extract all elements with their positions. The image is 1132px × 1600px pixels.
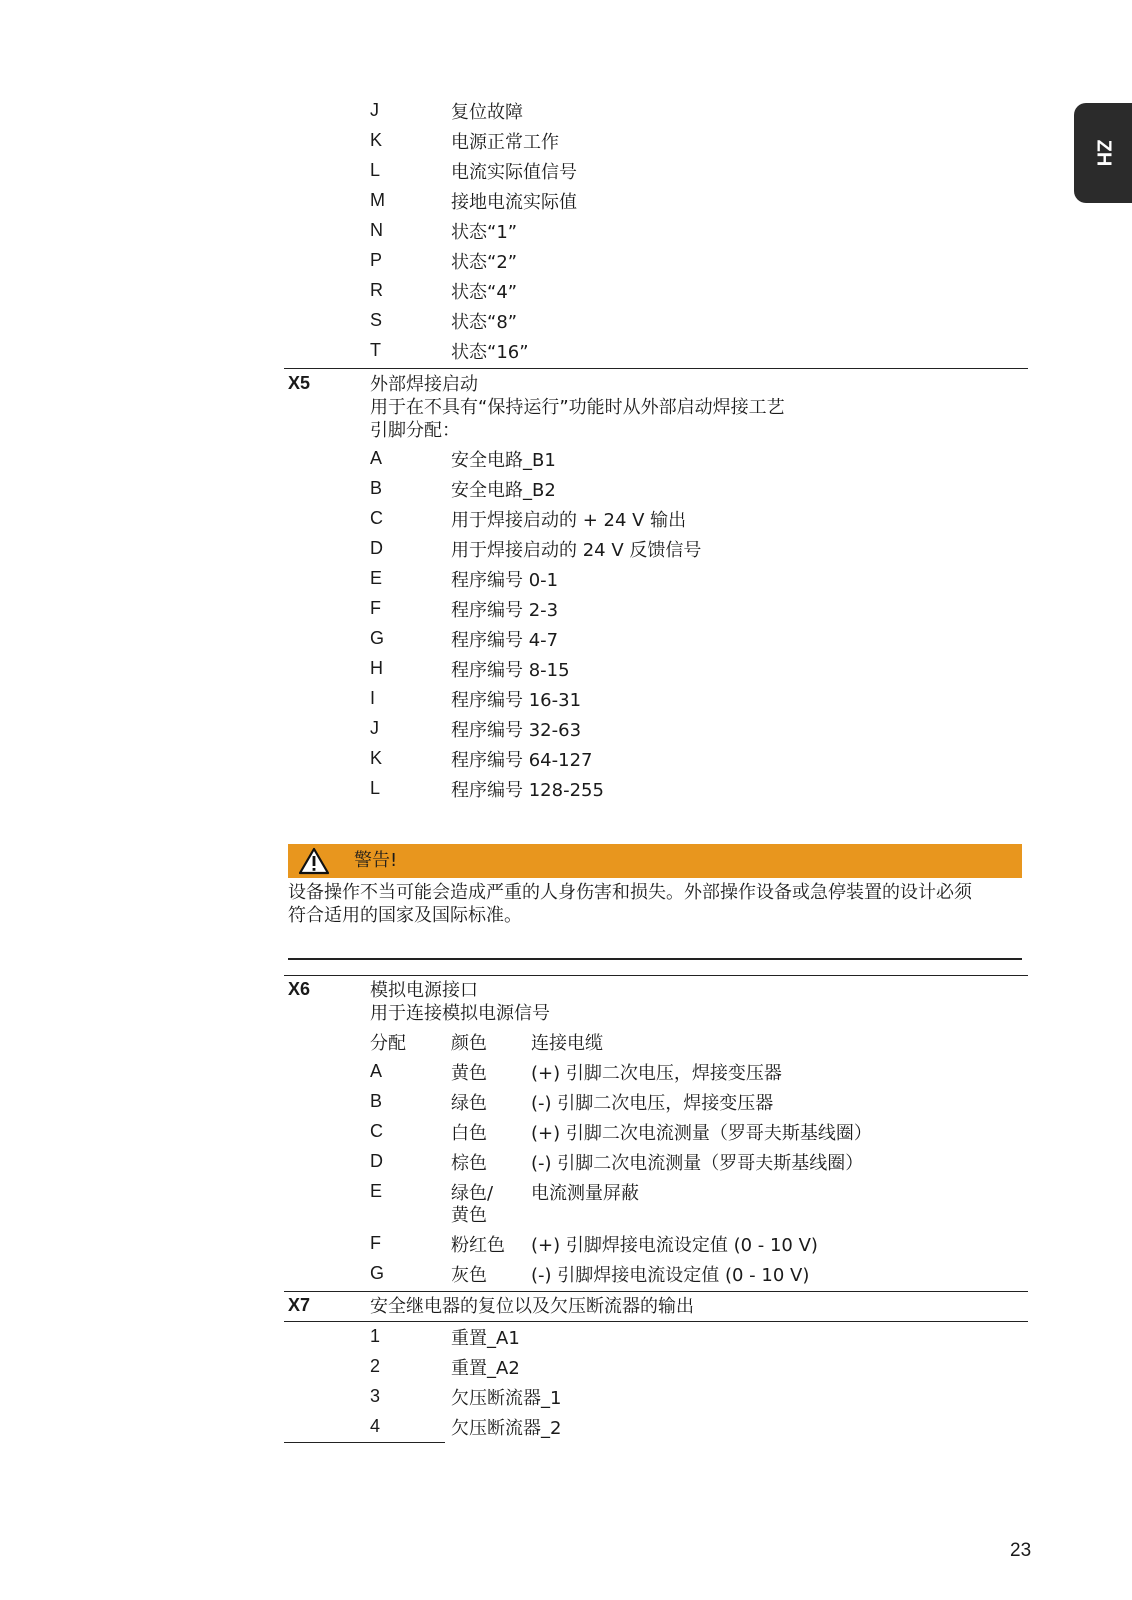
pin-desc: 状态“4” bbox=[451, 282, 518, 303]
section-title: 模拟电源接口 bbox=[370, 980, 478, 1001]
table-rule bbox=[284, 368, 1028, 369]
table-rule bbox=[284, 1321, 1028, 1322]
pin-desc: (-) 引脚二次电压，焊接变压器 bbox=[531, 1093, 774, 1114]
column-header: 颜色 bbox=[451, 1033, 487, 1054]
connector-id: X6 bbox=[288, 979, 311, 999]
pin-desc: (+) 引脚二次电流测量（罗哥夫斯基线圈） bbox=[531, 1123, 872, 1144]
language-tab-label: ZH bbox=[1092, 139, 1115, 167]
pin-desc: 电源正常工作 bbox=[451, 132, 559, 153]
pin-key: H bbox=[370, 658, 383, 678]
table-rule bbox=[284, 1291, 1028, 1292]
pin-desc: (+) 引脚焊接电流设定值 (0 - 10 V) bbox=[531, 1235, 818, 1256]
wire-color: 粉红色 bbox=[451, 1235, 505, 1256]
pin-key: J bbox=[370, 100, 379, 120]
pin-desc: 重置_A2 bbox=[451, 1358, 520, 1379]
pin-key: P bbox=[370, 250, 383, 270]
pin-key: B bbox=[370, 478, 383, 498]
pin-key: 4 bbox=[370, 1416, 381, 1436]
pin-assignment-label: 引脚分配： bbox=[370, 420, 460, 441]
pin-desc: 安全电路_B1 bbox=[451, 450, 556, 471]
pin-key: K bbox=[370, 748, 383, 768]
wire-color: 绿色/ bbox=[451, 1183, 494, 1204]
pin-key: F bbox=[370, 1233, 381, 1253]
pin-key: M bbox=[370, 190, 385, 210]
wire-color: 白色 bbox=[451, 1123, 487, 1144]
section-title: 外部焊接启动 bbox=[370, 374, 478, 395]
wire-color: 棕色 bbox=[451, 1153, 487, 1174]
pin-key: B bbox=[370, 1091, 383, 1111]
pin-key: C bbox=[370, 1121, 383, 1141]
pin-desc: 程序编号 64-127 bbox=[451, 750, 593, 771]
pin-desc: 程序编号 8-15 bbox=[451, 660, 570, 681]
pin-key: E bbox=[370, 1181, 383, 1201]
warning-triangle-icon bbox=[298, 847, 330, 875]
pin-key: L bbox=[370, 160, 381, 180]
column-header: 连接电缆 bbox=[531, 1033, 603, 1054]
pin-key: J bbox=[370, 718, 379, 738]
pin-desc: 用于焊接启动的 + 24 V 输出 bbox=[451, 510, 687, 531]
wire-color-second-line: 黄色 bbox=[451, 1205, 487, 1226]
pin-desc: 状态“16” bbox=[451, 342, 529, 363]
language-tab bbox=[1074, 103, 1132, 203]
warning-banner bbox=[288, 844, 1022, 878]
pin-key: S bbox=[370, 310, 383, 330]
wire-color: 黄色 bbox=[451, 1063, 487, 1084]
pin-key: N bbox=[370, 220, 383, 240]
pin-desc: 程序编号 4-7 bbox=[451, 630, 559, 651]
pin-desc: 程序编号 0-1 bbox=[451, 570, 559, 591]
pin-desc: 程序编号 16-31 bbox=[451, 690, 582, 711]
warning-heading: 警告! bbox=[354, 850, 398, 871]
pin-desc: 状态“2” bbox=[451, 252, 518, 273]
pin-desc: 接地电流实际值 bbox=[451, 192, 577, 213]
pin-key: K bbox=[370, 130, 383, 150]
wire-color: 绿色 bbox=[451, 1093, 487, 1114]
pin-key: E bbox=[370, 568, 383, 588]
pin-desc: 电流测量屏蔽 bbox=[531, 1183, 639, 1204]
pin-desc: 重置_A1 bbox=[451, 1328, 520, 1349]
pin-key: R bbox=[370, 280, 383, 300]
pin-desc: 状态“1” bbox=[451, 222, 518, 243]
warning-text-line: 设备操作不当可能会造成严重的人身伤害和损失。外部操作设备或急停装置的设计必须 bbox=[288, 882, 972, 903]
pin-key: C bbox=[370, 508, 383, 528]
pin-desc: 安全电路_B2 bbox=[451, 480, 556, 501]
column-header: 分配 bbox=[370, 1033, 406, 1054]
pin-desc: 状态“8” bbox=[451, 312, 518, 333]
section-title: 安全继电器的复位以及欠压断流器的输出 bbox=[370, 1296, 694, 1317]
pin-key: A bbox=[370, 1061, 383, 1081]
pin-key: 3 bbox=[370, 1386, 381, 1406]
pin-desc: 复位故障 bbox=[451, 102, 523, 123]
connector-id: X7 bbox=[288, 1295, 311, 1315]
pin-key: G bbox=[370, 628, 385, 648]
section-description: 用于在不具有“保持运行”功能时从外部启动焊接工艺 bbox=[370, 397, 785, 418]
warning-bottom-rule bbox=[288, 958, 1022, 960]
pin-key: 2 bbox=[370, 1356, 381, 1376]
pin-key: T bbox=[370, 340, 381, 360]
pin-key: 1 bbox=[370, 1326, 381, 1346]
pin-key: D bbox=[370, 538, 383, 558]
pin-desc: 欠压断流器_1 bbox=[451, 1388, 562, 1409]
pin-desc: 程序编号 128-255 bbox=[451, 780, 604, 801]
pin-desc: 电流实际值信号 bbox=[451, 162, 577, 183]
page-number: 23 bbox=[1010, 1540, 1032, 1561]
pin-key: A bbox=[370, 448, 383, 468]
pin-key: D bbox=[370, 1151, 383, 1171]
warning-text-line: 符合适用的国家及国际标准。 bbox=[288, 905, 522, 926]
pin-desc: 程序编号 2-3 bbox=[451, 600, 559, 621]
table-rule bbox=[284, 975, 1028, 976]
pin-desc: (-) 引脚焊接电流设定值 (0 - 10 V) bbox=[531, 1265, 810, 1286]
pin-key: G bbox=[370, 1263, 385, 1283]
pin-key: L bbox=[370, 778, 381, 798]
pin-desc: (-) 引脚二次电流测量（罗哥夫斯基线圈） bbox=[531, 1153, 864, 1174]
section-description: 用于连接模拟电源信号 bbox=[370, 1003, 550, 1024]
pin-key: I bbox=[370, 688, 376, 708]
pin-key: F bbox=[370, 598, 381, 618]
wire-color: 灰色 bbox=[451, 1265, 487, 1286]
pin-desc: (+) 引脚二次电压，焊接变压器 bbox=[531, 1063, 782, 1084]
connector-id: X5 bbox=[288, 373, 311, 393]
pin-desc: 程序编号 32-63 bbox=[451, 720, 582, 741]
table-end-rule bbox=[284, 1442, 445, 1443]
pin-desc: 用于焊接启动的 24 V 反馈信号 bbox=[451, 540, 702, 561]
pin-desc: 欠压断流器_2 bbox=[451, 1418, 562, 1439]
